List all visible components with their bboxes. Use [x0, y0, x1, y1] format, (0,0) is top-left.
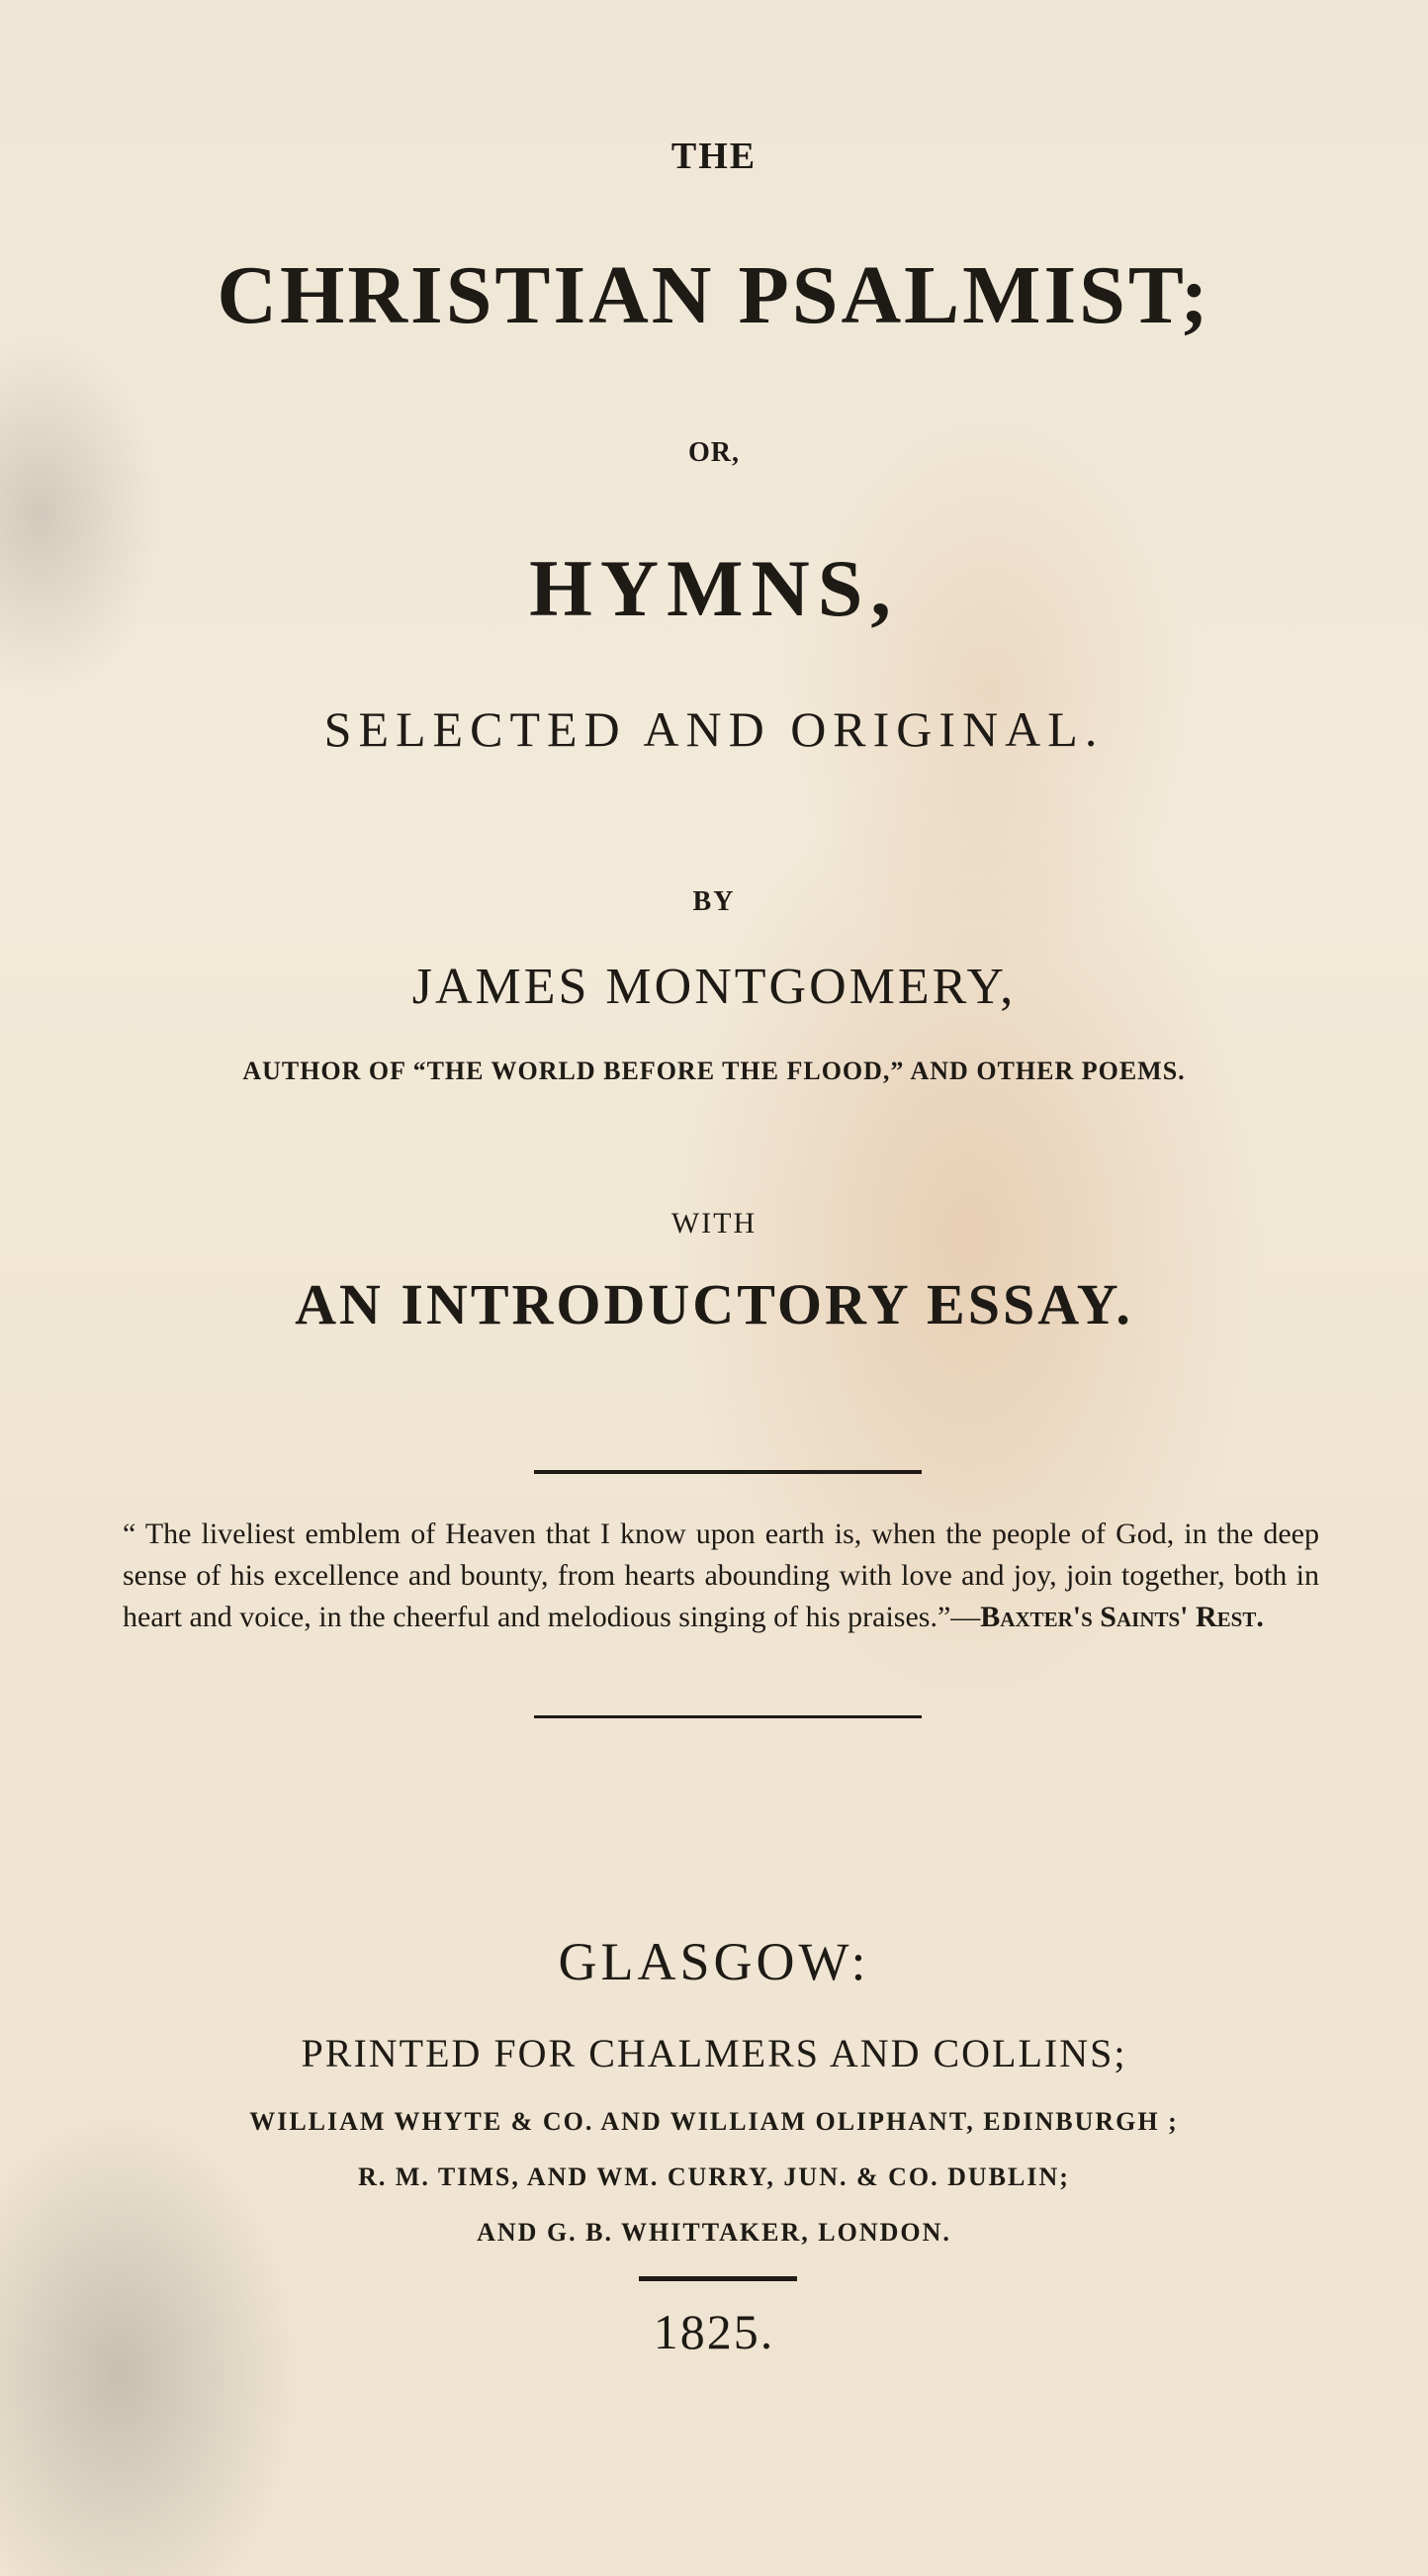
subtitle: SELECTED AND ORIGINAL.	[323, 701, 1105, 757]
title-article: THE	[670, 136, 758, 177]
divider-rule-bottom	[534, 1715, 922, 1718]
imprint-printer: PRINTED FOR CHALMERS AND COLLINS;	[301, 2031, 1127, 2075]
alternate-title: HYMNS,	[529, 543, 899, 633]
imprint-agents-edinburgh: WILLIAM WHYTE & CO. AND WILLIAM OLIPHANT, EDINBURGH ;	[249, 2107, 1179, 2136]
epigraph-quote: “ The liveliest emblem of Heaven that I know upon earth is, when the people of God, in the deep sense of his excellence and bounty, from hearts abounding with love and joy, join together, both in heart and voice, in the cheerful and melodious singing of his praises.”—	[123, 1518, 1319, 1633]
divider-rule-year	[639, 2276, 797, 2281]
book-title: CHRISTIAN PSALMIST;	[217, 249, 1211, 341]
essay-line: AN INTRODUCTORY ESSAY.	[295, 1272, 1133, 1336]
imprint-agents-london: AND G. B. WHITTAKER, LONDON.	[477, 2218, 951, 2247]
epigraph-attribution: Baxter's Saints' Rest.	[980, 1601, 1264, 1633]
imprint-year: 1825.	[653, 2304, 775, 2359]
title-conjunction: OR,	[688, 437, 740, 468]
epigraph	[123, 1514, 1319, 1638]
imprint-agents-dublin: R. M. TIMS, AND WM. CURRY, JUN. & CO. DUBLIN;	[358, 2162, 1070, 2191]
divider-rule-top	[534, 1470, 922, 1474]
author-name: JAMES MONTGOMERY,	[411, 959, 1017, 1015]
imprint-city: GLASGOW:	[558, 1932, 870, 1991]
by-line: BY	[692, 886, 736, 917]
with-line: WITH	[670, 1207, 758, 1240]
author-credentials: AUTHOR OF “THE WORLD BEFORE THE FLOOD,” AND OTHER POEMS.	[242, 1057, 1186, 1085]
